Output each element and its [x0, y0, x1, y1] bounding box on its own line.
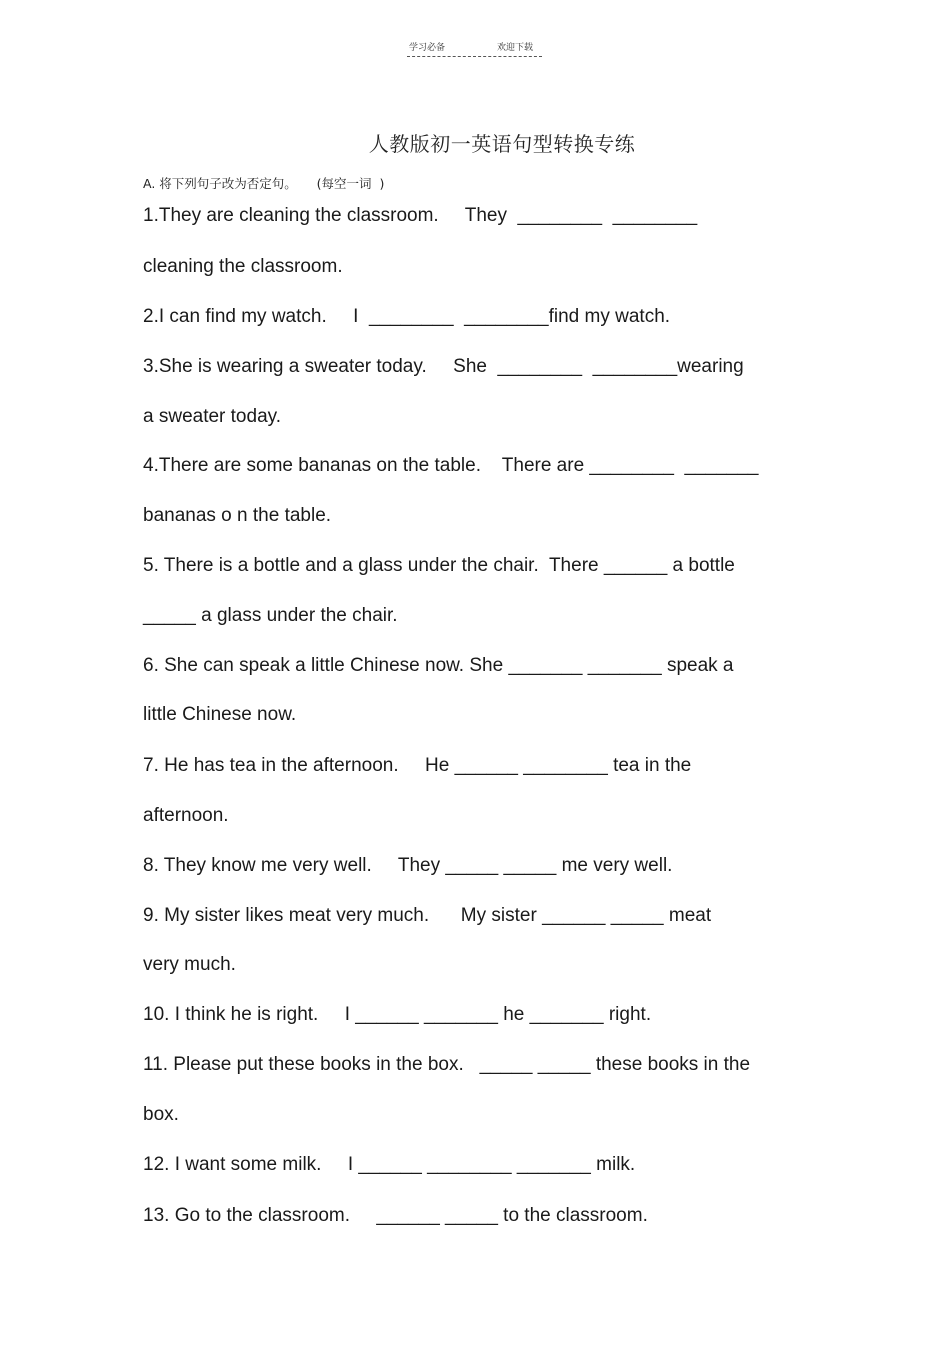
header-right-text: 欢迎下载: [497, 43, 534, 53]
exercise-line: 6. She can speak a little Chinese now. She _______ _______ speak a: [143, 655, 734, 676]
exercise-line: cleaning the classroom.: [143, 256, 343, 277]
exercise-line: afternoon.: [143, 805, 229, 826]
section-instruction: A. 将下列句子改为否定句。 (每空一词 ): [143, 176, 385, 191]
exercise-line: 7. He has tea in the afternoon. He ______ ________ tea in the: [143, 755, 692, 776]
exercise-line: 13. Go to the classroom. ______ _____ to the classroom.: [143, 1205, 648, 1226]
header-left-text: 学习必备: [409, 43, 446, 53]
exercise-line: 8. They know me very well. They _____ _____ me very well.: [143, 855, 673, 876]
exercise-line: 11. Please put these books in the box. _____ _____ these books in the: [143, 1054, 751, 1075]
exercise-line: 4.There are some bananas on the table. There are ________ _______: [143, 455, 759, 476]
exercise-line: 10. I think he is right. I ______ _______ he _______ right.: [143, 1004, 652, 1025]
exercise-line: 3.She is wearing a sweater today. She ________ ________wearing: [143, 356, 744, 377]
exercise-line: 2.I can find my watch. I ________ ________find my watch.: [143, 306, 671, 327]
exercise-line: 12. I want some milk. I ______ ________ _______ milk.: [143, 1154, 636, 1175]
document-title: 人教版初一英语句型转换专练: [368, 132, 636, 156]
exercise-line: 1.They are cleaning the classroom. They ________ ________: [143, 205, 698, 226]
exercise-line: 9. My sister likes meat very much. My sister ______ _____ meat: [143, 905, 712, 926]
exercise-line: 5. There is a bottle and a glass under the chair. There ______ a bottle: [143, 555, 735, 576]
exercise-line: bananas o n the table.: [143, 505, 332, 526]
exercise-line: _____ a glass under the chair.: [143, 605, 398, 626]
page-header: [407, 38, 542, 57]
exercise-line: a sweater today.: [143, 406, 282, 427]
exercise-line: very much.: [143, 954, 236, 975]
exercise-line: little Chinese now.: [143, 704, 297, 725]
exercise-line: box.: [143, 1104, 179, 1125]
